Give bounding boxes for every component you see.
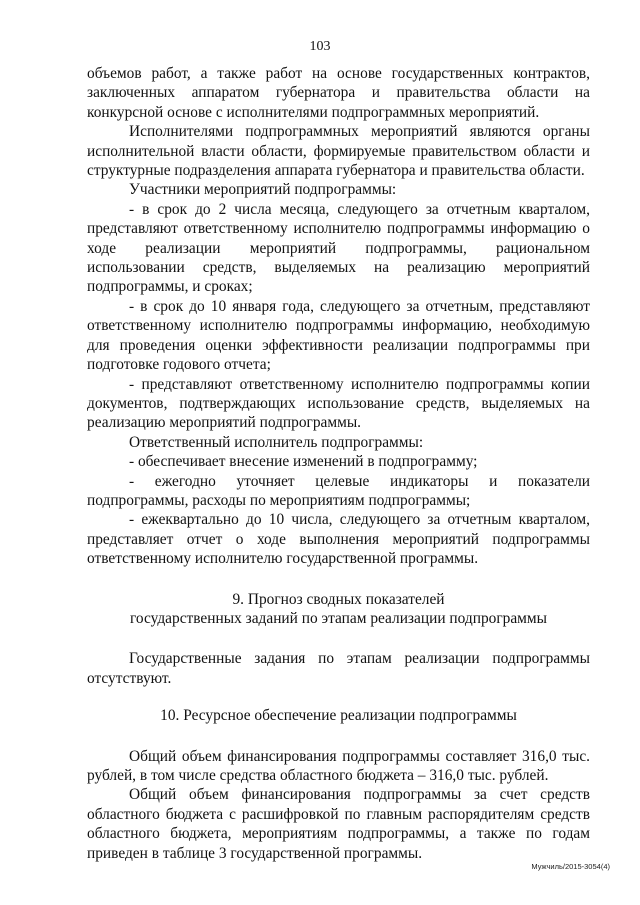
list-item-changes: - обеспечивает внесение изменений в подпрограмму; xyxy=(129,453,478,471)
list-item-indicators: - ежегодно уточняет целевые индикаторы и показатели подпрограммы, расходы по мероприятиям подпрограммы; xyxy=(87,472,590,509)
list-item-quarterly-report: - ежеквартально до 10 числа, следующего за отчетным кварталом, представляет отчет о ходе выполнения мероприятий подпрограммы ответственному исполнителю государственной программы. xyxy=(87,511,590,568)
section-9-heading-line1: 9. Прогноз сводных показателей xyxy=(232,590,445,608)
document-body xyxy=(87,64,590,863)
section-10-heading: 10. Ресурсное обеспечение реализации подпрограммы xyxy=(160,707,517,725)
paragraph-executors: Исполнителями подпрограммных мероприятий являются органы исполнительной власти области, формируемые правительством области и структурные подразделения аппарата губернатора и правительства области. xyxy=(87,123,590,180)
list-item-annual-info: - в срок до 10 января года, следующего за отчетным, представляют ответственному исполнителю подпрограммы информацию, необходимую для проведения оценки эффективности реализации подпрограммы при подготовке годового отчета; xyxy=(87,297,590,374)
list-item-document-copies: - представляют ответственному исполнителю подпрограммы копии документов, подтверждающих использование средств, выделяемых на реализацию мероприятий подпрограммы. xyxy=(87,375,590,432)
paragraph-funding-breakdown: Общий объем финансирования подпрограммы за счет средств областного бюджета с расшифровкой по главным распорядителям средств областного бюджета, мероприятиям подпрограммы, а также по годам приведен в таблице 3 государственной программы. xyxy=(87,786,590,862)
paragraph-responsible-heading: Ответственный исполнитель подпрограммы: xyxy=(129,433,424,451)
paragraph-state-tasks: Государственные задания по этапам реализации подпрограммы отсутствуют. xyxy=(87,650,590,687)
footer-document-code: Мужчиль/2015-3054(4) xyxy=(531,862,610,871)
page-number: 103 xyxy=(309,39,331,54)
list-item-quarterly-info: - в срок до 2 числа месяца, следующего за отчетным кварталом, представляют ответственному исполнителю подпрограммы информацию о ходе реализации мероприятий подпрограммы, рациональном использовании средств, выделяемых на реализацию мероприятий подпрограммы, и сроках; xyxy=(87,200,590,296)
paragraph-continuation: объемов работ, а также работ на основе государственных контрактов, заключенных аппаратом губернатора и правительства области на конкурсной основе с исполнителями подпрограммных мероприятий. xyxy=(87,65,590,121)
paragraph-funding-total: Общий объем финансирования подпрограммы составляет 316,0 тыс. рублей, в том числе средства областного бюджета – 316,0 тыс. рублей. xyxy=(87,747,590,784)
paragraph-participants-heading: Участники мероприятий подпрограммы: xyxy=(129,181,397,199)
section-9-heading-line2: государственных заданий по этапам реализации подпрограммы xyxy=(129,609,548,627)
